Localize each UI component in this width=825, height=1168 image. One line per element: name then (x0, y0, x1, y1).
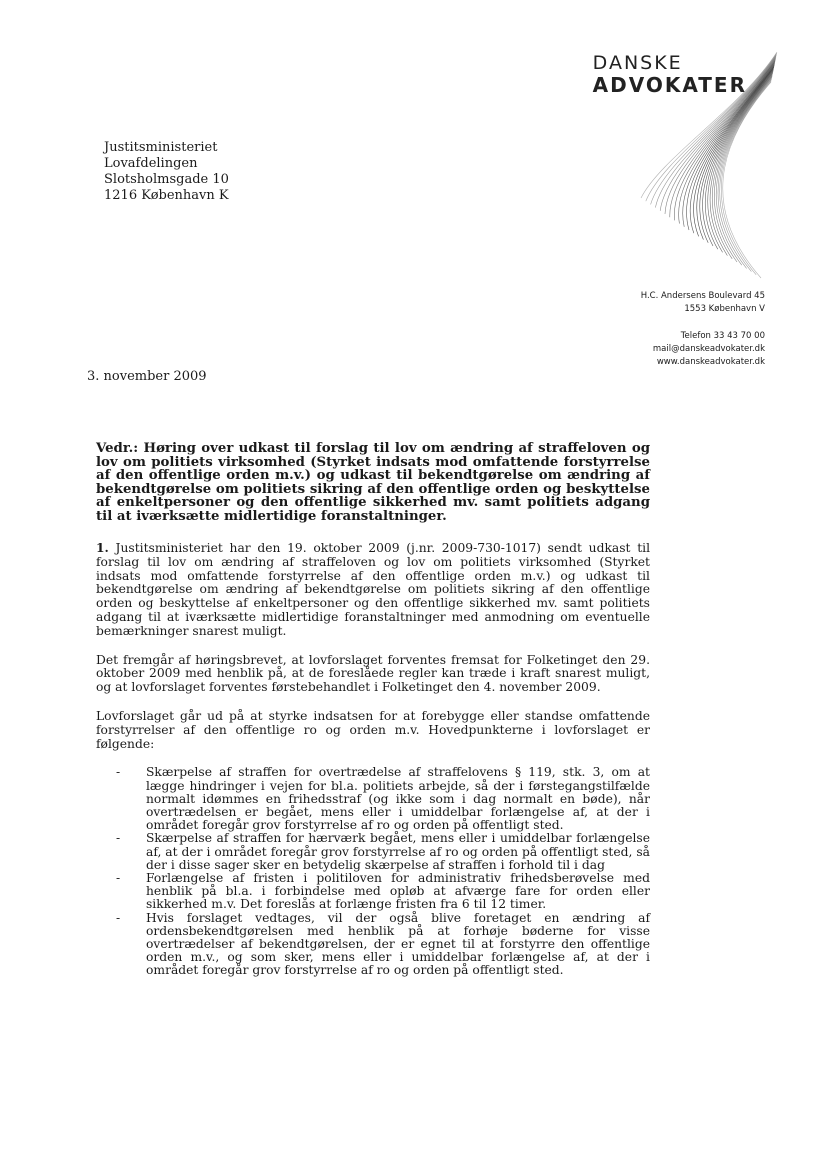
paragraph-number: 1. (96, 540, 109, 555)
list-item (96, 872, 650, 912)
bullet-marker: - (116, 870, 121, 885)
sender-address (641, 290, 765, 369)
list-item-text: Skærpelse af straffen for hærværk begået, mens eller i umiddelbar forlængelse af, at der i området foregår grov forstyrrelse af ro og orden på offentligt sted, så der i disse sager sker en betydelig skærpelse af straffen i forhold til i dag (146, 831, 650, 872)
recipient-line: 1216 København K (104, 188, 229, 203)
list-item (96, 832, 650, 872)
list-item-text: Forlængelse af fristen i politiloven for administrativ frihedsberøvelse med henblik på bl.a. i forbindelse med opløb at afværge fare for orden eller sikkerhed m.v. Det foreslås at forlænge fristen fra 6 til 12 timer. (146, 870, 650, 912)
sender-phone: Telefon 33 43 70 00 (680, 331, 765, 341)
paragraph-3: Lovforslaget går ud på at styrke indsatsen for at forebygge eller standse omfattende forstyrrelser af den offentlige ro og orden m.v. Hovedpunkterne i lovforslaget er følgende: (96, 708, 650, 751)
bullet-marker: - (116, 910, 121, 925)
paragraph-2: Det fremgår af høringsbrevet, at lovforslaget forventes fremsat for Folketinget den 29. oktober 2009 med henblik på, at de foreslåede regler kan træde i kraft snarest muligt, og at lovforslaget forventes førstebehandlet i Folketinget den 4. november 2009. (96, 652, 650, 695)
subject-line: Vedr.: Høring over udkast til forslag til lov om ændring af straffeloven og lov om politiets virksomhed (Styrket indsats mod omfattende forstyrrelse af den offentlige orden m.v.) og udkast til bekendtgørelse om ændring af bekendtgørelse om politiets sikring af den offentlige orden og beskyttelse af enkeltpersoner og den offentlige sikkerhed mv. samt politiets adgang til at iværksætte midlertidige foranstaltninger. (96, 441, 650, 524)
recipient-line: Justitsministeriet (104, 140, 218, 155)
letter-date: 3. november 2009 (87, 369, 207, 384)
list-item (96, 912, 650, 978)
paragraph-text: Justitsministeriet har den 19. oktober 2009 (j.nr. 2009-730-1017) sendt udkast til forslag til lov om ændring af straffeloven og lov om politiets virksomhed (Styrket indsats mod omfattende forstyrrelse af den offentlige orden m.v.) og udkast til bekendtgørelse om ændring af bekendtgørelse om politiets sikring af den offentlige orden og beskyttelse af enkeltpersoner og den offentlige sikkerhed mv. samt politiets adgang til at iværksætte midlertidige foranstaltninger med anmodning om eventuelle bemærkninger snarest muligt. (96, 541, 650, 638)
bullet-list (96, 766, 650, 977)
list-item-text: Skærpelse af straffen for overtrædelse af straffelovens § 119, stk. 3, om at lægge hindringer i vejen for bl.a. politiets arbejde, så der i førstegangstilfælde normalt idømmes en frihedsstraf (og ikke som i dag normalt en bøde), når overtrædelsen er begået, mens eller i umiddelbar forlængelse af, at der i området foregår grov forstyrrelse af ro og orden på offentligt sted. (146, 765, 650, 833)
bullet-marker: - (116, 831, 121, 846)
sender-email: mail@danskeadvokater.dk (652, 344, 765, 354)
letter-body (96, 442, 650, 978)
sender-street: H.C. Andersens Boulevard 45 (640, 291, 765, 301)
recipient-line: Lovafdelingen (104, 156, 198, 171)
recipient-line: Slotsholmsgade 10 (104, 172, 229, 187)
sender-web: www.danskeadvokater.dk (656, 357, 765, 367)
bullet-marker: - (116, 765, 121, 780)
list-item (96, 766, 650, 832)
logo-line1: DANSKE (592, 52, 683, 74)
list-item-text: Hvis forslaget vedtages, vil der også blive foretaget en ændring af ordensbekendtgørelsen med henblik på at forhøje bøderne for visse overtrædelser af bekendtgørelsen, der er egnet til at forstyrre den offentlige orden m.v., og som sker, mens eller i umiddelbar forlængelse af, at der i området foregår grov forstyrrelse af ro og orden på offentligt sted. (146, 910, 650, 978)
sender-city: 1553 København V (684, 304, 765, 314)
logo (593, 52, 747, 96)
logo-line2: ADVOKATER (592, 73, 747, 97)
recipient-address (104, 140, 229, 204)
paragraph-1 (96, 541, 650, 639)
